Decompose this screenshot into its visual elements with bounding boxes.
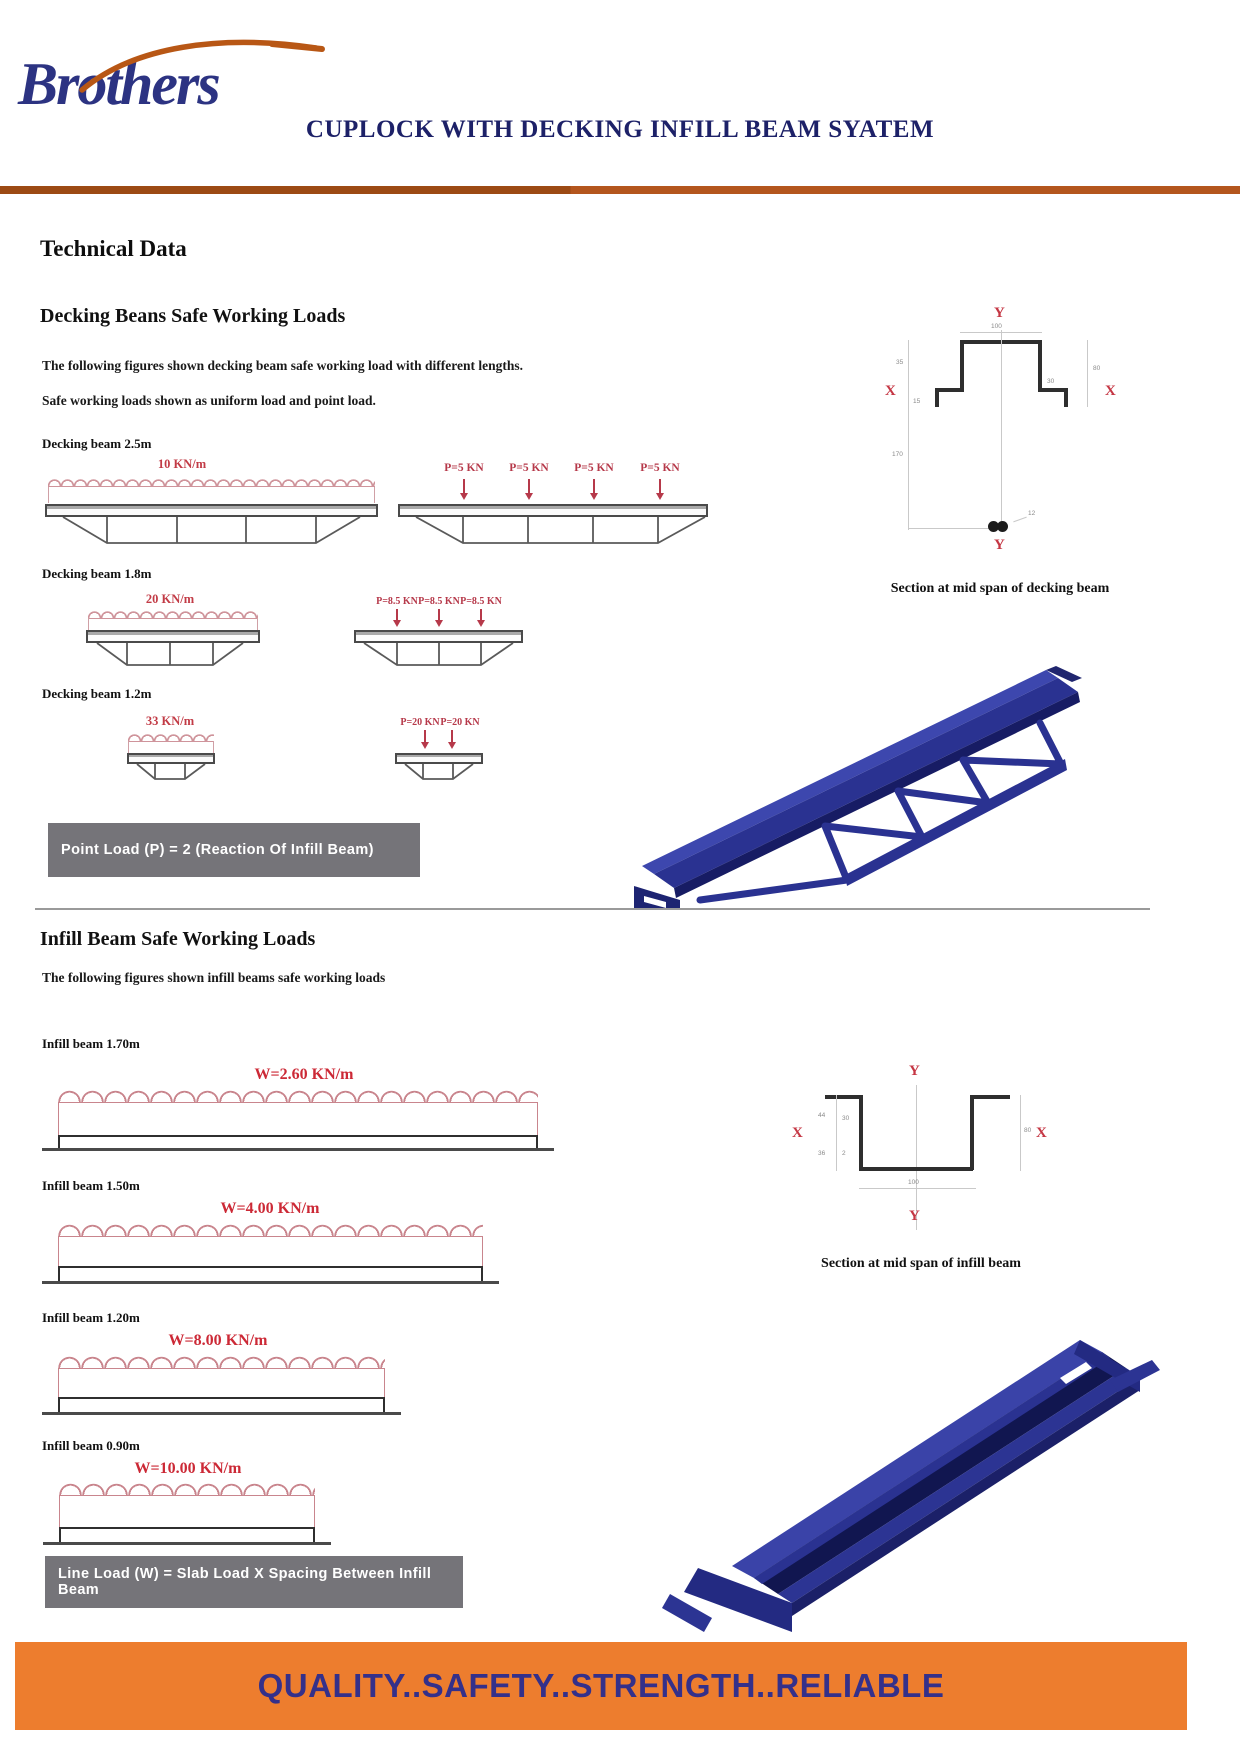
udl-tick xyxy=(257,618,258,630)
load-block xyxy=(59,1495,315,1527)
udl-tick xyxy=(128,741,129,753)
profile-bottom xyxy=(859,1167,973,1171)
beam-truss xyxy=(86,643,260,667)
axis-label-y-top: Y xyxy=(909,1063,920,1079)
support-line xyxy=(42,1148,554,1151)
infill-beam-label-0.90m: Infill beam 0.90m xyxy=(42,1438,140,1453)
section-title-technical-data: Technical Data xyxy=(40,236,187,261)
line-load-note-text: Line Load (W) = Slab Load X Spacing Between Infill Beam xyxy=(58,1566,432,1598)
decking-2.5m-udl-diagram xyxy=(45,455,378,547)
point-load-note xyxy=(48,823,420,877)
beam-chord xyxy=(395,753,483,764)
dim-lower: 36 xyxy=(818,1150,826,1157)
dim-side: 80 xyxy=(1024,1127,1032,1134)
dim-ext-line xyxy=(1020,1095,1021,1171)
point-load-label: P=20 KN xyxy=(440,717,480,728)
decking-heading: Decking Beans Safe Working Loads xyxy=(40,305,346,327)
dim-flange: 30 xyxy=(1047,378,1055,385)
load-arrow-icon xyxy=(528,479,530,497)
logo-swoosh-icon xyxy=(76,36,336,96)
line-load-label: W=2.60 KN/m xyxy=(254,1066,354,1083)
point-load-label: P=5 KN xyxy=(444,462,484,474)
profile-left-flange xyxy=(935,388,964,392)
beam-truss xyxy=(395,764,483,780)
axis-label-y-top: Y xyxy=(994,305,1005,321)
profile-right-wall xyxy=(970,1095,974,1170)
decking-beam-label-1.8m: Decking beam 1.8m xyxy=(42,566,152,581)
beam-chord xyxy=(398,504,708,517)
header-rule xyxy=(0,186,1240,194)
dim-ext-line xyxy=(908,340,909,530)
line-load-note xyxy=(45,1556,463,1608)
load-arrow-icon xyxy=(396,609,398,624)
load-arrow-icon xyxy=(593,479,595,497)
decking-beam-label-1.2m: Decking beam 1.2m xyxy=(42,686,152,701)
beam-chord xyxy=(45,504,378,517)
udl-arcs xyxy=(58,1354,385,1368)
infill-beam-3d-image xyxy=(640,1280,1170,1640)
point-load-label: P=20 KN xyxy=(400,717,440,728)
udl-value-label: 33 KN/m xyxy=(145,714,195,728)
udl-tick xyxy=(88,618,89,630)
infill-section-diagram xyxy=(770,1055,1130,1280)
center-line xyxy=(1001,330,1002,530)
point-load-label: P=8.5 KN xyxy=(460,596,502,607)
page-title: CUPLOCK WITH DECKING INFILL BEAM SYATEM xyxy=(305,116,935,143)
infill-1.70m-diagram xyxy=(58,1060,538,1156)
infill-beam-label-1.20m: Infill beam 1.20m xyxy=(42,1310,140,1325)
profile-left-web xyxy=(960,340,964,392)
udl-value-label: 10 KN/m xyxy=(157,457,207,471)
decking-beam-label-2.5m: Decking beam 2.5m xyxy=(42,436,152,451)
profile-right-lip xyxy=(973,1095,1010,1099)
line-load-label: W=8.00 KN/m xyxy=(168,1332,268,1349)
line-load-label: W=10.00 KN/m xyxy=(134,1460,242,1477)
load-block xyxy=(58,1102,538,1135)
dim-thickness: 2 xyxy=(842,1150,846,1157)
udl-tick xyxy=(213,741,214,753)
decking-2.5m-point-diagram xyxy=(398,455,708,547)
bolt-dots-icon xyxy=(988,519,1008,537)
point-load-label: P=5 KN xyxy=(640,462,680,474)
beam-chord xyxy=(127,753,215,764)
load-arrow-icon xyxy=(463,479,465,497)
decking-1.2m-point-diagram xyxy=(395,712,483,782)
udl-arcs xyxy=(59,1481,315,1495)
load-arrow-icon xyxy=(438,609,440,624)
dim-line xyxy=(859,1188,976,1189)
beam-chord xyxy=(86,630,260,643)
dim-upper: 44 xyxy=(818,1112,826,1119)
decking-1.8m-udl-diagram xyxy=(86,590,260,670)
infill-beam-label-1.70m: Infill beam 1.70m xyxy=(42,1036,140,1051)
dim-lip: 30 xyxy=(842,1115,850,1122)
infill-intro: The following figures shown infill beams safe working loads xyxy=(42,970,386,985)
decking-section-caption: Section at mid span of decking beam xyxy=(890,581,1110,596)
axis-label-x-right: X xyxy=(1036,1125,1047,1141)
decking-beam-3d-image xyxy=(620,648,1150,908)
line-load-label: W=4.00 KN/m xyxy=(220,1200,320,1217)
udl-arcs xyxy=(58,1222,483,1236)
dim-width: 100 xyxy=(908,1179,919,1186)
infill-section-caption: Section at mid span of infill beam xyxy=(821,1256,1021,1271)
dim-side: 80 xyxy=(1093,365,1101,372)
beam-truss xyxy=(354,643,523,667)
beam-truss xyxy=(45,517,378,545)
infill-beam-label-1.50m: Infill beam 1.50m xyxy=(42,1178,140,1193)
footer-slogan: QUALITY..SAFETY..STRENGTH..RELIABLE xyxy=(257,1667,945,1704)
point-load-note-text: Point Load (P) = 2 (Reaction Of Infill Beam) xyxy=(61,842,374,858)
axis-label-y-bottom: Y xyxy=(994,537,1005,553)
axis-label-x-left: X xyxy=(885,383,896,399)
dim-upper: 35 xyxy=(896,359,904,366)
decking-1.2m-udl-diagram xyxy=(127,712,215,782)
load-block xyxy=(58,1236,483,1266)
footer-banner xyxy=(15,1642,1187,1730)
infill-1.20m-diagram xyxy=(58,1332,385,1424)
profile-left-lip xyxy=(935,388,939,407)
profile-right-lip xyxy=(1064,388,1068,407)
logo-text: Brothers xyxy=(18,51,219,117)
udl-value-label: 20 KN/m xyxy=(145,592,195,606)
bolt-leader-line xyxy=(1013,517,1026,523)
load-arrow-icon xyxy=(480,609,482,624)
decking-section-diagram xyxy=(855,285,1240,580)
beam-truss xyxy=(127,764,215,780)
dim-lower: 170 xyxy=(892,451,903,458)
profile-left-wall xyxy=(859,1095,863,1170)
udl-tick xyxy=(48,487,49,503)
profile-right-web xyxy=(1038,340,1042,392)
point-load-label: P=8.5 KN xyxy=(376,596,418,607)
load-arrow-icon xyxy=(424,730,426,746)
section-divider xyxy=(35,908,1150,910)
beam-chord xyxy=(354,630,523,643)
point-load-label: P=5 KN xyxy=(509,462,549,474)
udl-arcs xyxy=(58,1088,538,1102)
infill-1.50m-diagram xyxy=(58,1198,483,1294)
point-load-label: P=8.5 KN xyxy=(418,596,460,607)
infill-heading: Infill Beam Safe Working Loads xyxy=(40,928,316,950)
infill-0.90m-diagram xyxy=(59,1458,315,1550)
decking-1.8m-point-diagram xyxy=(354,590,523,670)
udl-arcs xyxy=(88,609,258,619)
beam-truss xyxy=(398,517,708,545)
load-block xyxy=(58,1368,385,1397)
profile-left-lip xyxy=(825,1095,862,1099)
support-line xyxy=(42,1412,401,1415)
decking-intro-2: Safe working loads shown as uniform load and point load. xyxy=(42,393,376,408)
decking-intro-1: The following figures shown decking beam safe working load with different lengths. xyxy=(42,358,524,373)
load-arrow-icon xyxy=(451,730,453,746)
dim-ext-line xyxy=(1087,340,1088,407)
udl-arcs xyxy=(128,732,214,742)
dim-bolt: 12 xyxy=(1028,510,1036,517)
axis-label-y-bottom: Y xyxy=(909,1208,920,1224)
dim-top-width: 100 xyxy=(991,323,1002,330)
support-line xyxy=(43,1542,331,1545)
point-load-label: P=5 KN xyxy=(574,462,614,474)
load-arrow-icon xyxy=(659,479,661,497)
udl-arcs xyxy=(48,477,375,487)
axis-label-x-left: X xyxy=(792,1125,803,1141)
dim-lip: 15 xyxy=(913,398,921,405)
support-line xyxy=(42,1281,499,1284)
dim-ext-line xyxy=(836,1095,837,1171)
udl-tick xyxy=(374,487,375,503)
axis-label-x-right: X xyxy=(1105,383,1116,399)
